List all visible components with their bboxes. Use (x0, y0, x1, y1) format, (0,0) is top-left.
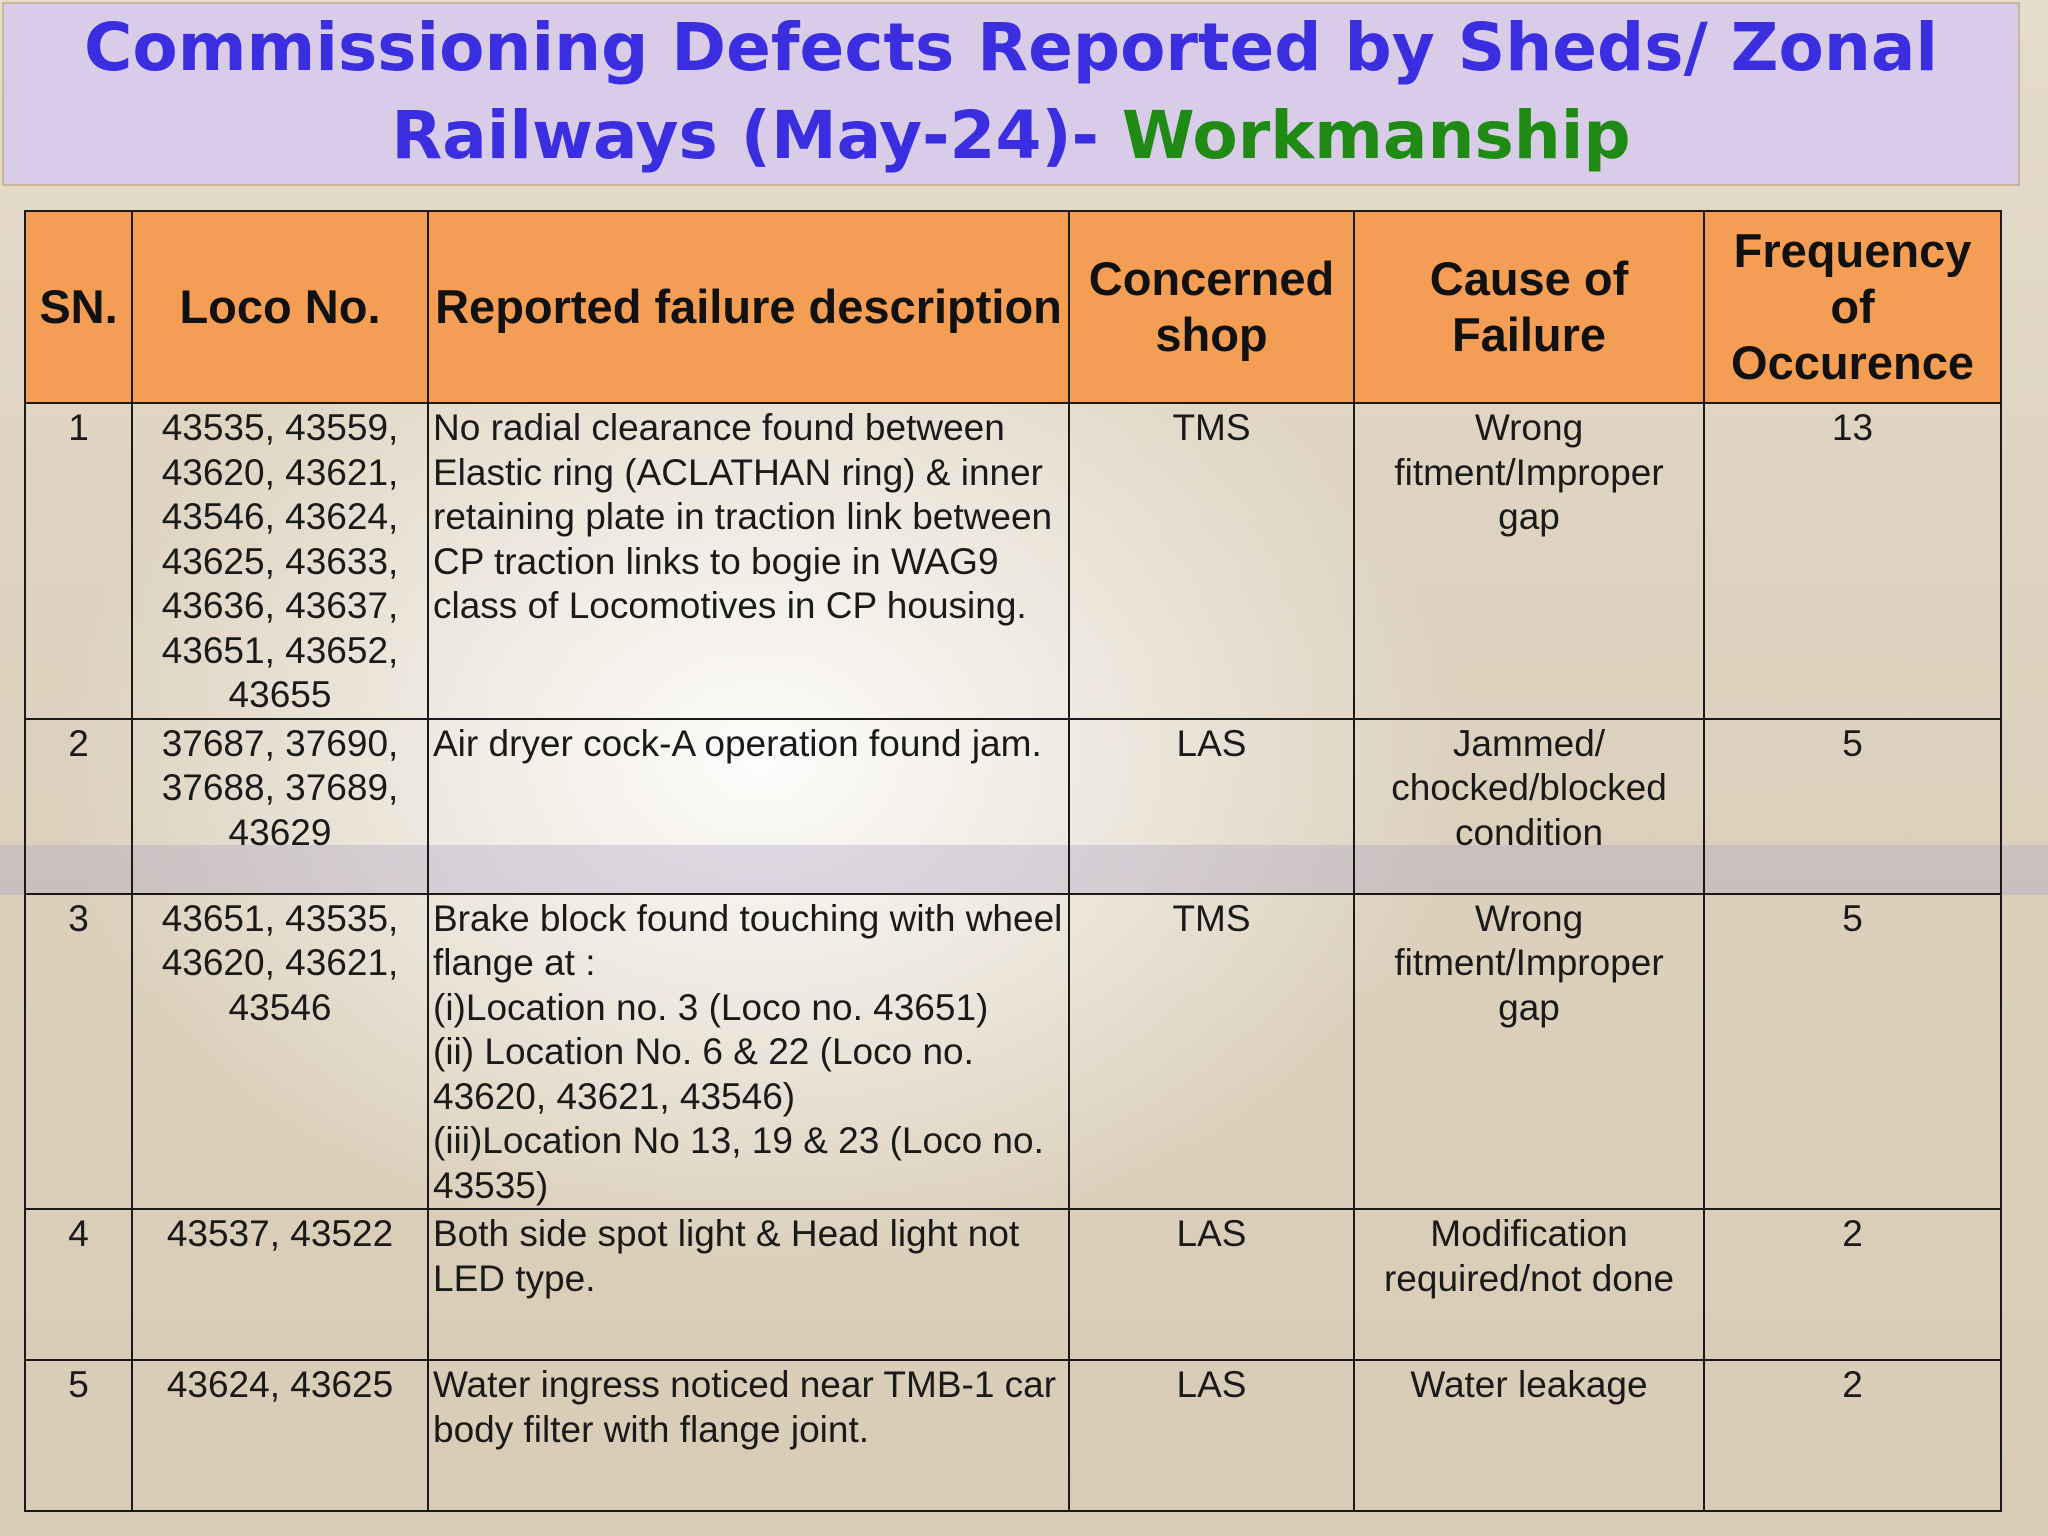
cell-cause: Modification required/not done (1354, 1209, 1704, 1360)
cell-loco-no: 43535, 43559, 43620, 43621, 43546, 43624, 43625, 43633, 43636, 43637, 43651, 43652, 43655 (132, 403, 428, 719)
cell-shop: TMS (1069, 894, 1354, 1210)
cell-shop: LAS (1069, 719, 1354, 894)
page-title-line-2 (4, 92, 2018, 180)
cell-shop: LAS (1069, 1209, 1354, 1360)
cell-frequency: 5 (1704, 894, 2001, 1210)
page-title-highlight: Workmanship (1121, 97, 1631, 174)
cell-description: Brake block found touching with wheel flange at : (i)Location no. 3 (Loco no. 43651) (ii) Location No. 6 & 22 (Loco no. 43620, 43621, 43546) (iii)Location No 13, 19 & 23 (Loco no. 43535) (428, 894, 1069, 1210)
header-concerned-shop: Concerned shop (1069, 211, 1354, 403)
cell-sn: 5 (25, 1360, 132, 1511)
table-row (25, 894, 2001, 1210)
cell-sn: 4 (25, 1209, 132, 1360)
cell-loco-no: 43624, 43625 (132, 1360, 428, 1511)
cell-frequency: 5 (1704, 719, 2001, 894)
cell-sn: 2 (25, 719, 132, 894)
defects-table (24, 210, 2002, 1512)
cell-description: No radial clearance found between Elastic ring (ACLATHAN ring) & inner retaining plate in traction link between CP traction links to bogie in WAG9 class of Locomotives in CP housing. (428, 403, 1069, 719)
cell-description: Both side spot light & Head light not LED type. (428, 1209, 1069, 1360)
cell-frequency: 2 (1704, 1360, 2001, 1511)
cell-sn: 3 (25, 894, 132, 1210)
cell-loco-no: 43651, 43535, 43620, 43621, 43546 (132, 894, 428, 1210)
cell-loco-no: 37687, 37690, 37688, 37689, 43629 (132, 719, 428, 894)
cell-shop: LAS (1069, 1360, 1354, 1511)
table-row (25, 1360, 2001, 1511)
cell-cause: Wrong fitment/Improper gap (1354, 894, 1704, 1210)
header-cause-of-failure: Cause of Failure (1354, 211, 1704, 403)
cell-sn: 1 (25, 403, 132, 719)
table-row (25, 403, 2001, 719)
cell-cause: Wrong fitment/Improper gap (1354, 403, 1704, 719)
cell-frequency: 2 (1704, 1209, 2001, 1360)
cell-frequency: 13 (1704, 403, 2001, 719)
cell-shop: TMS (1069, 403, 1354, 719)
table-row (25, 1209, 2001, 1360)
header-frequency-of-occurence: Frequency of Occurence (1704, 211, 2001, 403)
cell-cause: Jammed/ chocked/blocked condition (1354, 719, 1704, 894)
header-loco-no: Loco No. (132, 211, 428, 403)
page-title-main: Railways (May-24)- (391, 97, 1122, 174)
table-row (25, 719, 2001, 894)
header-sn: SN. (25, 211, 132, 403)
cell-loco-no: 43537, 43522 (132, 1209, 428, 1360)
table-header-row (25, 211, 2001, 403)
cell-description: Water ingress noticed near TMB-1 car body filter with flange joint. (428, 1360, 1069, 1511)
header-reported-failure-description: Reported failure description (428, 211, 1069, 403)
cell-cause: Water leakage (1354, 1360, 1704, 1511)
page-title-line-1: Commissioning Defects Reported by Sheds/ Zonal (84, 9, 1938, 86)
cell-description: Air dryer cock-A operation found jam. (428, 719, 1069, 894)
title-banner (2, 2, 2020, 186)
